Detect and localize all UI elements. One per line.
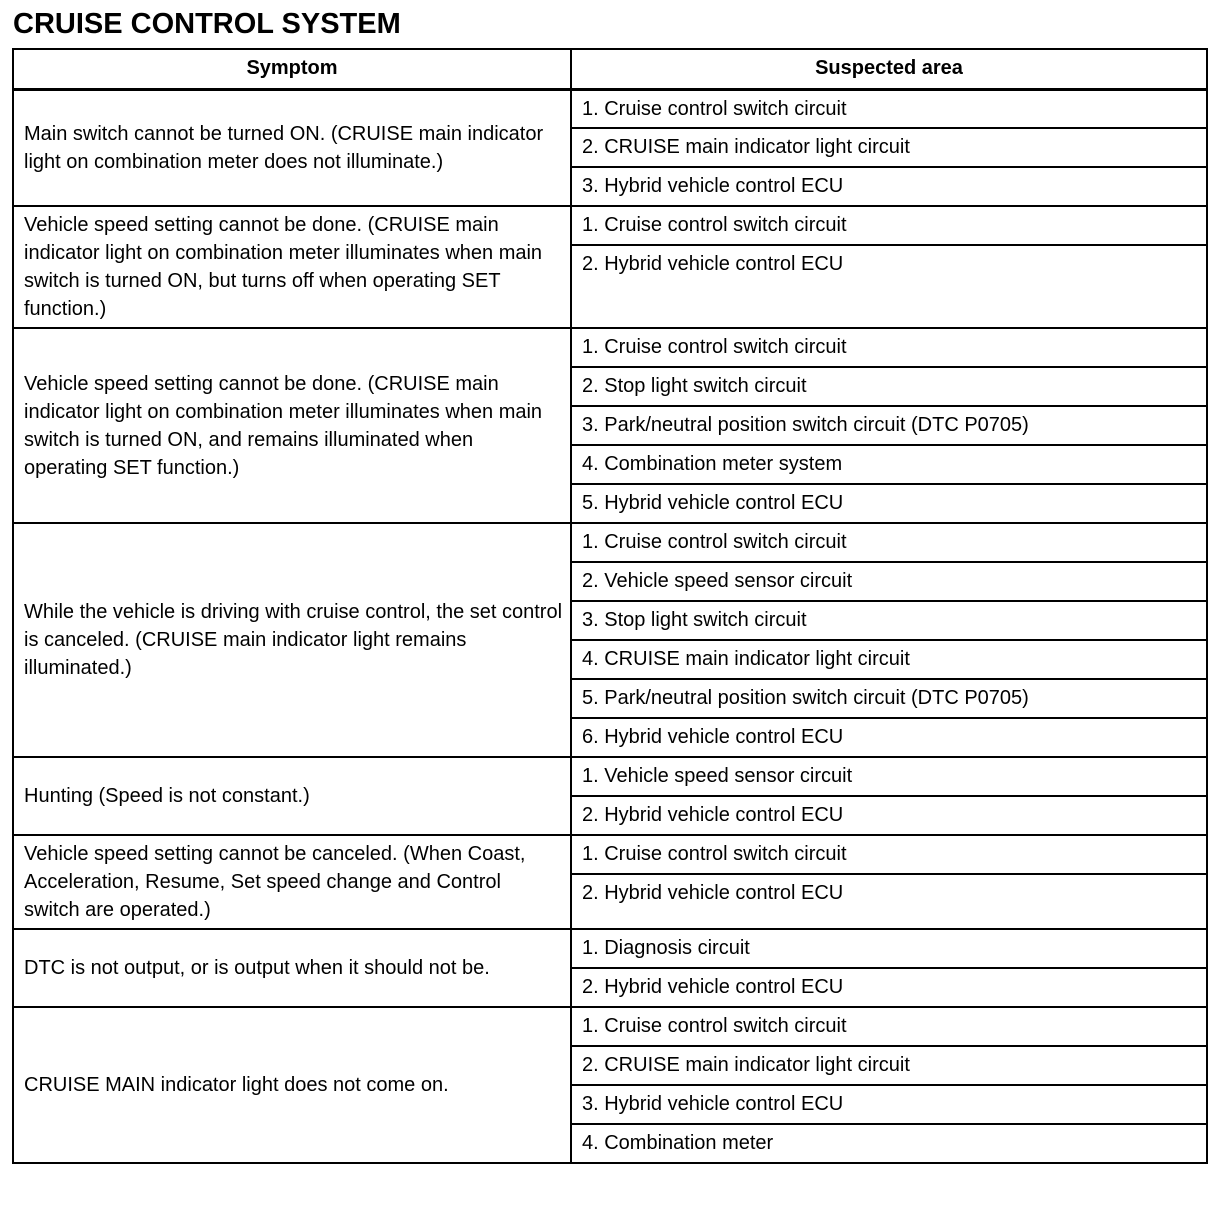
table-row <box>13 89 1207 128</box>
symptom-cell: Hunting (Speed is not constant.) <box>13 757 571 835</box>
table-row <box>13 835 1207 874</box>
table-row <box>13 757 1207 796</box>
table-row <box>13 523 1207 562</box>
suspected-area-cell: 1. Cruise control switch circuit <box>571 89 1207 128</box>
table-body <box>13 89 1207 1163</box>
suspected-area-cell: 2. CRUISE main indicator light circuit <box>571 1046 1207 1085</box>
suspected-area-cell: 1. Cruise control switch circuit <box>571 328 1207 367</box>
suspected-area-cell: 1. Cruise control switch circuit <box>571 1007 1207 1046</box>
suspected-area-cell: 5. Park/neutral position switch circuit (DTC P0705) <box>571 679 1207 718</box>
suspected-area-cell: 2. Hybrid vehicle control ECU <box>571 796 1207 835</box>
suspected-area-cell: 4. CRUISE main indicator light circuit <box>571 640 1207 679</box>
table-header-row <box>13 49 1207 89</box>
suspected-area-cell: 1. Vehicle speed sensor circuit <box>571 757 1207 796</box>
suspected-area-cell: 2. Hybrid vehicle control ECU <box>571 245 1207 328</box>
symptom-cell: While the vehicle is driving with cruise control, the set control is canceled. (CRUISE main indicator light remains illuminated.) <box>13 523 571 757</box>
suspected-area-cell: 2. Hybrid vehicle control ECU <box>571 874 1207 929</box>
suspected-area-cell: 1. Cruise control switch circuit <box>571 523 1207 562</box>
suspected-area-cell: 1. Cruise control switch circuit <box>571 835 1207 874</box>
suspected-area-cell: 3. Park/neutral position switch circuit (DTC P0705) <box>571 406 1207 445</box>
symptom-cell: Main switch cannot be turned ON. (CRUISE main indicator light on combination meter does not illuminate.) <box>13 89 571 206</box>
suspected-area-cell: 1. Diagnosis circuit <box>571 929 1207 968</box>
suspected-area-cell: 2. Hybrid vehicle control ECU <box>571 968 1207 1007</box>
suspected-area-cell: 2. Vehicle speed sensor circuit <box>571 562 1207 601</box>
table-row <box>13 929 1207 968</box>
symptom-cell: Vehicle speed setting cannot be canceled. (When Coast, Acceleration, Resume, Set speed change and Control switch are operated.) <box>13 835 571 929</box>
suspected-area-cell: 4. Combination meter system <box>571 445 1207 484</box>
suspected-area-cell: 5. Hybrid vehicle control ECU <box>571 484 1207 523</box>
suspected-area-cell: 3. Hybrid vehicle control ECU <box>571 1085 1207 1124</box>
table-row <box>13 1007 1207 1046</box>
suspected-area-cell: 2. CRUISE main indicator light circuit <box>571 128 1207 167</box>
suspected-area-cell: 6. Hybrid vehicle control ECU <box>571 718 1207 757</box>
symptom-table <box>12 48 1208 1164</box>
column-header-suspected-area: Suspected area <box>571 49 1207 89</box>
suspected-area-cell: 1. Cruise control switch circuit <box>571 206 1207 245</box>
table-row <box>13 206 1207 245</box>
symptom-cell: CRUISE MAIN indicator light does not come on. <box>13 1007 571 1163</box>
table-row <box>13 328 1207 367</box>
symptom-cell: DTC is not output, or is output when it should not be. <box>13 929 571 1007</box>
suspected-area-cell: 2. Stop light switch circuit <box>571 367 1207 406</box>
symptom-cell: Vehicle speed setting cannot be done. (CRUISE main indicator light on combination meter illuminates when main switch is turned ON, but turns off when operating SET function.) <box>13 206 571 328</box>
column-header-symptom: Symptom <box>13 49 571 89</box>
suspected-area-cell: 3. Stop light switch circuit <box>571 601 1207 640</box>
page-title: CRUISE CONTROL SYSTEM <box>13 8 401 40</box>
symptom-cell: Vehicle speed setting cannot be done. (CRUISE main indicator light on combination meter illuminates when main switch is turned ON, and remains illuminated when operating SET function.) <box>13 328 571 523</box>
suspected-area-cell: 3. Hybrid vehicle control ECU <box>571 167 1207 206</box>
suspected-area-cell: 4. Combination meter <box>571 1124 1207 1163</box>
